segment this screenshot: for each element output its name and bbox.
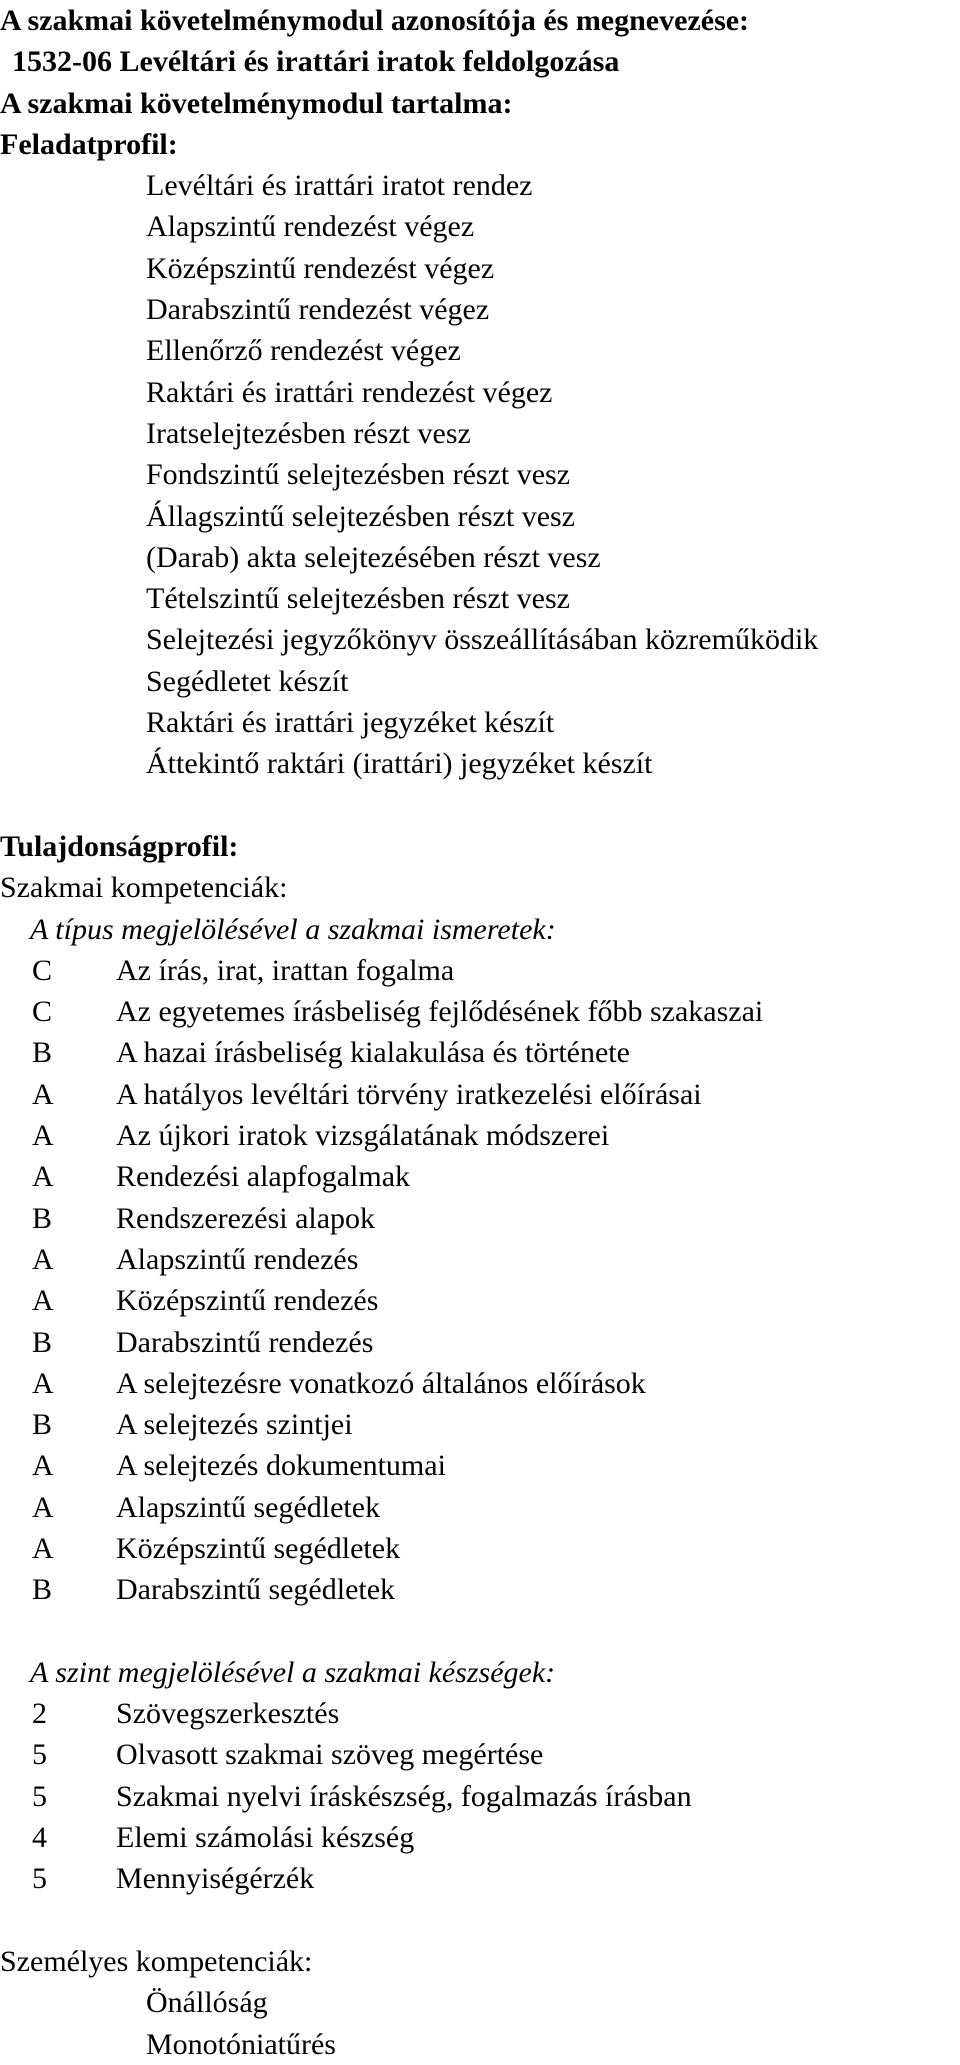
task-item: Segédletet készít <box>146 664 349 698</box>
module-content-label: A szakmai követelménymodul tartalma: <box>0 86 513 120</box>
knowledge-text: Darabszintű segédletek <box>116 1573 396 1607</box>
knowledge-text: Rendezési alapfogalmak <box>116 1160 411 1194</box>
task-profile-heading: Feladatprofil: <box>0 127 178 161</box>
knowledge-list <box>0 950 960 1611</box>
section-gap <box>0 785 960 826</box>
knowledge-text: A selejtezésre vonatkozó általános előírások <box>116 1366 646 1400</box>
knowledge-row <box>0 950 960 991</box>
task-profile-list <box>0 165 960 784</box>
knowledge-level: A <box>32 1160 54 1194</box>
personal-competencies-label: Személyes kompetenciák: <box>0 1944 313 1978</box>
knowledge-level: A <box>32 1449 54 1483</box>
skill-text: Elemi számolási készség <box>116 1821 415 1855</box>
task-item: Iratselejtezésben részt vesz <box>146 416 471 450</box>
knowledge-row <box>0 1115 960 1156</box>
task-item: Levéltári és irattári iratot rendez <box>146 169 533 203</box>
task-item: Raktári és irattári rendezést végez <box>146 375 553 409</box>
skill-row <box>0 1858 960 1899</box>
knowledge-text: Az egyetemes írásbeliség fejlődésének főbb szakaszai <box>116 995 764 1029</box>
knowledge-row <box>0 1239 960 1280</box>
task-item: Ellenőrző rendezést végez <box>146 334 461 368</box>
skill-row <box>0 1776 960 1817</box>
knowledge-row <box>0 1363 960 1404</box>
task-item: Fondszintű selejtezésben részt vesz <box>146 458 571 492</box>
knowledge-heading: A típus megjelölésével a szakmai ismeretek: <box>30 912 556 946</box>
task-item: Középszintű rendezést végez <box>146 251 495 285</box>
personal-competency-item: Önállóság <box>146 1986 268 2020</box>
task-item: Állagszintű selejtezésben részt vesz <box>146 499 575 533</box>
personal-competencies-list <box>0 1982 960 2065</box>
knowledge-level: B <box>32 1408 53 1442</box>
skill-text: Mennyiségérzék <box>116 1862 315 1896</box>
knowledge-text: Középszintű segédletek <box>116 1531 401 1565</box>
knowledge-text: A hazai írásbeliség kialakulása és története <box>116 1036 630 1070</box>
knowledge-level: A <box>32 1490 54 1524</box>
task-item: Raktári és irattári jegyzéket készít <box>146 706 555 740</box>
skill-text: Olvasott szakmai szöveg megértése <box>116 1738 544 1772</box>
personal-competency-item: Monotóniatűrés <box>146 2027 336 2061</box>
knowledge-text: A hatályos levéltári törvény iratkezelési előírásai <box>116 1077 702 1111</box>
skill-level: 2 <box>32 1697 47 1731</box>
knowledge-row <box>0 1445 960 1486</box>
knowledge-row <box>0 1528 960 1569</box>
task-item: Áttekintő raktári (irattári) jegyzéket készít <box>146 747 653 781</box>
knowledge-level: C <box>32 995 53 1029</box>
knowledge-level: A <box>32 1077 54 1111</box>
knowledge-text: A selejtezés szintjei <box>116 1408 353 1442</box>
knowledge-level: B <box>32 1036 53 1070</box>
knowledge-text: A selejtezés dokumentumai <box>116 1449 446 1483</box>
knowledge-text: Darabszintű rendezés <box>116 1325 374 1359</box>
module-title-label: A szakmai követelménymodul azonosítója és megnevezése: <box>0 4 750 37</box>
skill-level: 5 <box>32 1779 47 1813</box>
skills-heading: A szint megjelölésével a szakmai készségek: <box>30 1655 556 1689</box>
skill-level: 4 <box>32 1821 47 1855</box>
knowledge-level: B <box>32 1201 53 1235</box>
task-item: Selejtezési jegyzőkönyv összeállításában közreműködik <box>146 623 819 657</box>
section-gap <box>0 1900 960 1941</box>
knowledge-row <box>0 1322 960 1363</box>
knowledge-level: B <box>32 1325 53 1359</box>
task-item: (Darab) akta selejtezésében részt vesz <box>146 540 601 574</box>
knowledge-text: Alapszintű rendezés <box>116 1242 359 1276</box>
knowledge-row <box>0 1156 960 1197</box>
skill-row <box>0 1693 960 1734</box>
knowledge-row <box>0 1074 960 1115</box>
skill-text: Szakmai nyelvi íráskészség, fogalmazás írásban <box>116 1779 692 1813</box>
knowledge-row <box>0 1280 960 1321</box>
knowledge-level: A <box>32 1366 54 1400</box>
knowledge-row <box>0 1487 960 1528</box>
knowledge-level: C <box>32 953 53 987</box>
knowledge-text: Az írás, irat, irattan fogalma <box>116 953 455 987</box>
knowledge-level: A <box>32 1242 54 1276</box>
professional-competencies-label: Szakmai kompetenciák: <box>0 871 288 905</box>
knowledge-text: Rendszerezési alapok <box>116 1201 376 1235</box>
skill-level: 5 <box>32 1862 47 1896</box>
knowledge-text: Középszintű rendezés <box>116 1284 379 1318</box>
knowledge-level: A <box>32 1531 54 1565</box>
knowledge-row <box>0 1404 960 1445</box>
skill-text: Szövegszerkesztés <box>116 1697 340 1731</box>
knowledge-row <box>0 1569 960 1610</box>
knowledge-level: B <box>32 1573 53 1607</box>
knowledge-text: Alapszintű segédletek <box>116 1490 381 1524</box>
section-gap <box>0 1611 960 1652</box>
module-id-name: 1532-06 Levéltári és irattári iratok feldolgozása <box>12 45 620 79</box>
skills-list <box>0 1693 960 1899</box>
knowledge-level: A <box>32 1284 54 1318</box>
task-item: Alapszintű rendezést végez <box>146 210 475 244</box>
skill-row <box>0 1734 960 1775</box>
knowledge-level: A <box>32 1119 54 1153</box>
knowledge-row <box>0 1198 960 1239</box>
property-profile-heading: Tulajdonságprofil: <box>0 829 239 863</box>
skill-row <box>0 1817 960 1858</box>
task-item: Darabszintű rendezést végez <box>146 293 490 327</box>
knowledge-row <box>0 991 960 1032</box>
task-item: Tételszintű selejtezésben részt vesz <box>146 582 570 616</box>
skill-level: 5 <box>32 1738 47 1772</box>
knowledge-row <box>0 1032 960 1073</box>
knowledge-text: Az újkori iratok vizsgálatának módszerei <box>116 1119 610 1153</box>
